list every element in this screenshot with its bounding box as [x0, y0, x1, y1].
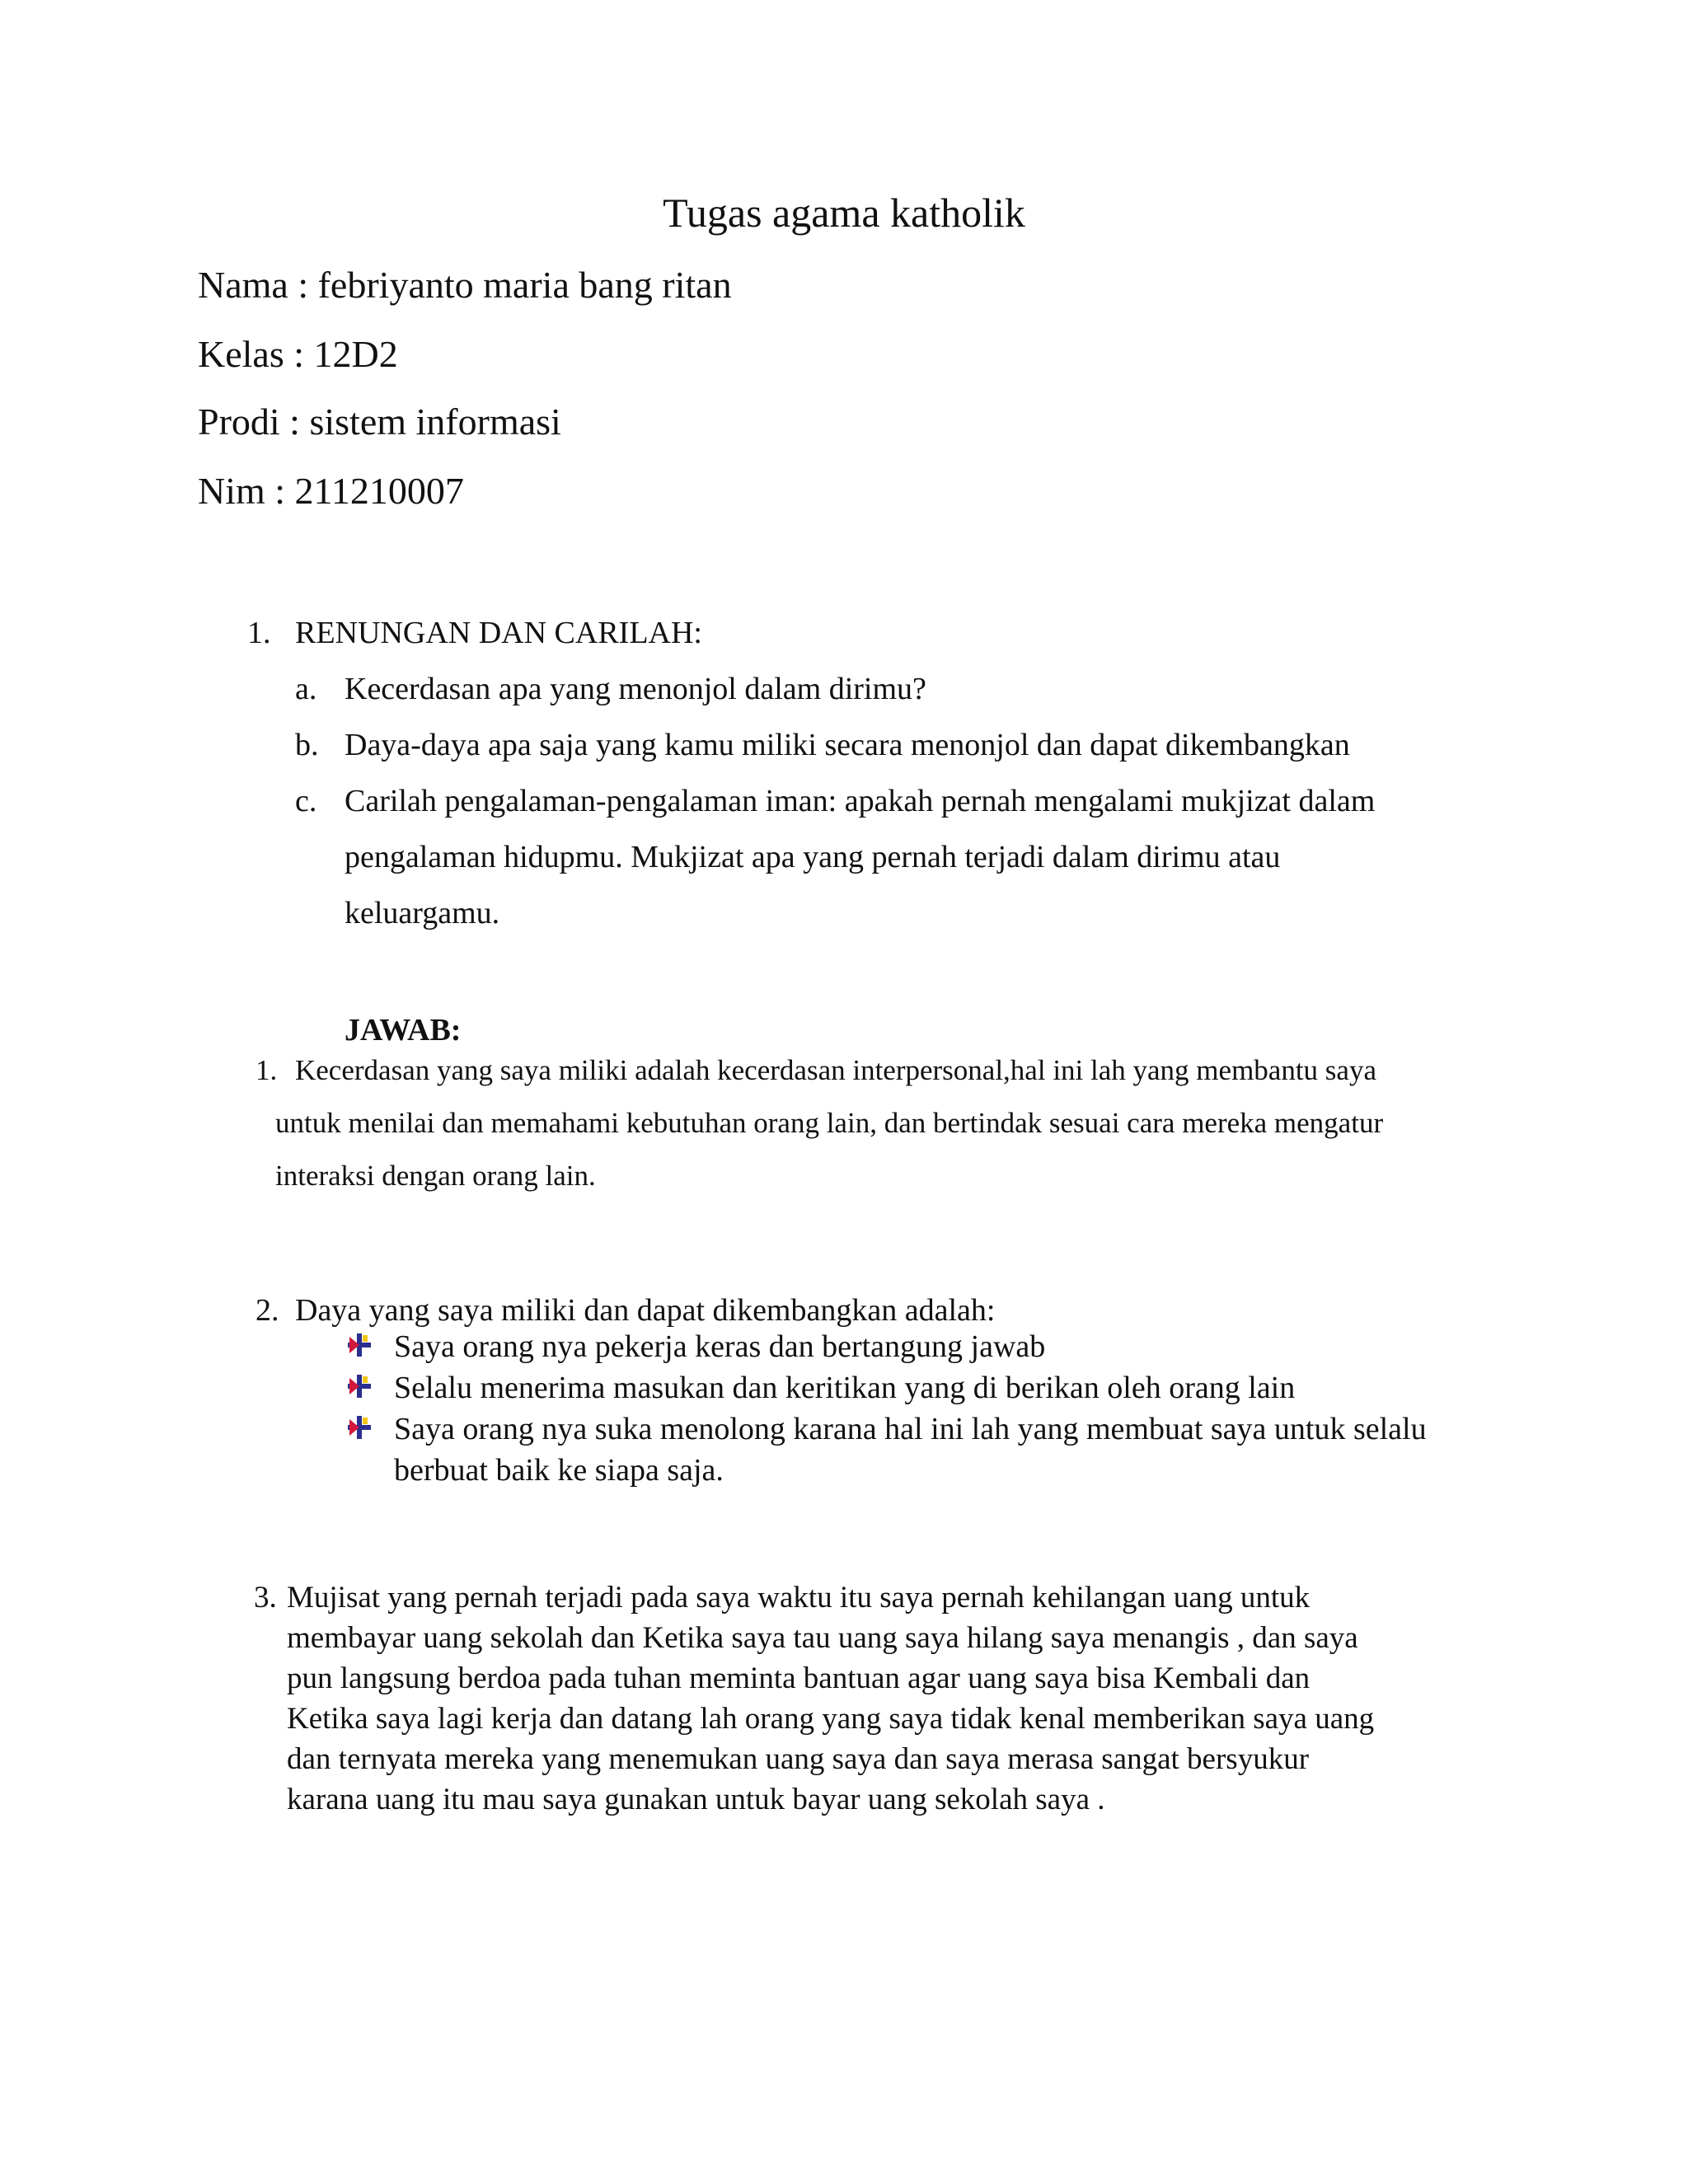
student-name: Nama : febriyanto maria bang ritan	[198, 264, 732, 306]
question-item-b-text: Daya-daya apa saja yang kamu miliki secara menonjol dan dapat dikembangkan	[345, 728, 1350, 762]
answer-3-line-5: dan ternyata mereka yang menemukan uang saya dan saya merasa sangat bersyukur	[287, 1742, 1310, 1776]
question-number: 1.	[247, 616, 271, 650]
question-item-c-line-1: Carilah pengalaman-pengalaman iman: apakah pernah mengalami mukjizat dalam	[345, 784, 1376, 818]
answer-2-bullet-3-line-2: berbuat baik ke siapa saja.	[394, 1453, 724, 1488]
question-item-b-marker: b.	[295, 728, 319, 762]
answer-1-line-1: Kecerdasan yang saya miliki adalah kecerdasan interpersonal,hal ini lah yang membantu saya	[295, 1054, 1376, 1086]
answer-3-number: 3.	[254, 1581, 277, 1615]
document-title: Tugas agama katholik	[663, 190, 1025, 236]
answer-1-line-3: interaksi dengan orang lain.	[275, 1160, 596, 1192]
answer-2-bullet-3-line-1: Saya orang nya suka menolong karana hal ini lah yang membuat saya untuk selalu	[394, 1412, 1427, 1446]
question-item-a-marker: a.	[295, 672, 317, 706]
student-program: Prodi : sistem informasi	[198, 401, 561, 443]
question-heading: RENUNGAN DAN CARILAH:	[295, 616, 702, 650]
answer-2-intro: Daya yang saya miliki dan dapat dikembangkan adalah:	[295, 1293, 996, 1328]
arrow-bullet-icon	[346, 1414, 373, 1441]
question-item-c-line-2: pengalaman hidupmu. Mukjizat apa yang pernah terjadi dalam dirimu atau	[345, 840, 1281, 874]
question-item-c-marker: c.	[295, 784, 317, 818]
arrow-bullet-icon	[346, 1373, 373, 1399]
answer-1-line-2: untuk menilai dan memahami kebutuhan orang lain, dan bertindak sesuai cara mereka mengatur	[275, 1107, 1384, 1139]
student-class: Kelas : 12D2	[198, 333, 398, 375]
question-item-c-line-3: keluargamu.	[345, 896, 500, 930]
answer-2-bullet-2: Selalu menerima masukan dan keritikan yang di berikan oleh orang lain	[394, 1371, 1296, 1405]
answer-2-bullet-1: Saya orang nya pekerja keras dan bertangung jawab	[394, 1329, 1046, 1364]
answer-3-line-6: karana uang itu mau saya gunakan untuk bayar uang sekolah saya .	[287, 1783, 1105, 1816]
answer-1-number: 1.	[256, 1054, 278, 1086]
answer-3-line-1: Mujisat yang pernah terjadi pada saya waktu itu saya pernah kehilangan uang untuk	[287, 1581, 1311, 1615]
answers-heading: JAWAB:	[345, 1013, 462, 1047]
answer-3-line-4: Ketika saya lagi kerja dan datang lah orang yang saya tidak kenal memberikan saya uang	[287, 1702, 1375, 1736]
answer-2-number: 2.	[256, 1293, 279, 1328]
arrow-bullet-icon	[346, 1332, 373, 1358]
answer-3-line-2: membayar uang sekolah dan Ketika saya tau uang saya hilang saya menangis , dan saya	[287, 1621, 1358, 1655]
question-item-a-text: Kecerdasan apa yang menonjol dalam dirimu?	[345, 672, 926, 706]
answer-3-line-3: pun langsung berdoa pada tuhan meminta bantuan agar uang saya bisa Kembali dan	[287, 1661, 1311, 1695]
student-id: Nim : 211210007	[198, 470, 464, 512]
